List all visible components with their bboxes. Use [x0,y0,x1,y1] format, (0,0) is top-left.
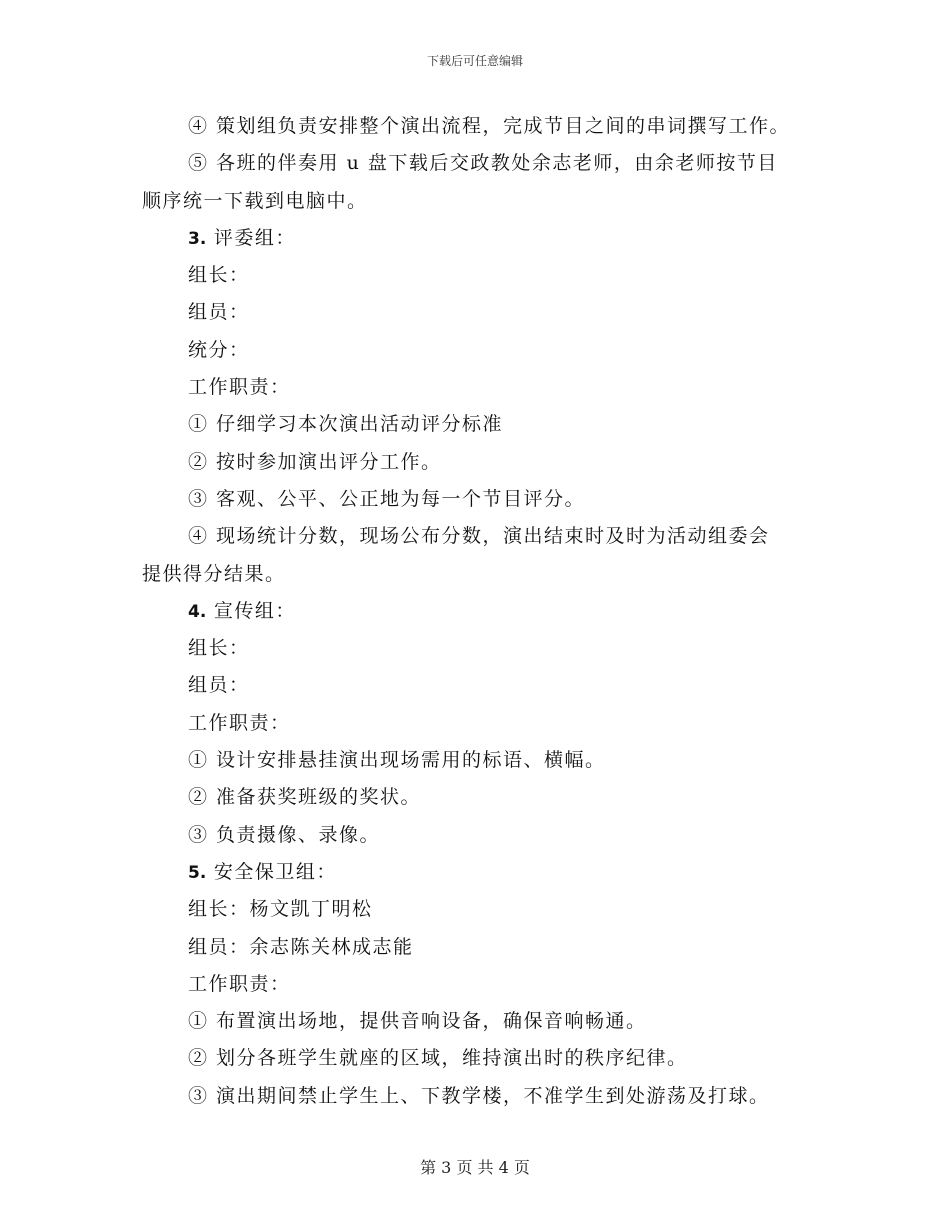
paragraph-planning-duty-4: ④ 策划组负责安排整个演出流程，完成节目之间的串词撰写工作。 [188,115,791,137]
security-duty-1: ① 布置演出场地，提供音响设备，确保音响畅通。 [188,1010,647,1033]
section-title: 宣传组： [213,599,296,622]
publicity-leader: 组长： [188,637,250,660]
security-members: 组员：余志陈关林成志能 [188,935,414,958]
paragraph-planning-duty-5-cont: 顺序统一下载到电脑中。 [142,189,368,212]
publicity-members: 组员： [188,674,250,697]
judges-duty-1: ① 仔细学习本次演出活动评分标准 [188,413,504,436]
section-heading-security [142,854,810,891]
section-heading-publicity [142,593,810,630]
section-number: 5. [188,862,207,883]
judges-duty-3: ③ 客观、公平、公正地为每一个节目评分。 [188,487,586,510]
security-duty-3: ③ 演出期间禁止学生上、下教学楼，不准学生到处游荡及打球。 [188,1084,770,1107]
publicity-duty-2: ② 准备获奖班级的奖状。 [188,786,422,809]
judges-members: 组员： [188,301,250,324]
security-duty-2: ② 划分各班学生就座的区域，维持演出时的秩序纪律。 [188,1047,688,1070]
judges-duty-label: 工作职责： [188,376,291,399]
judges-scorer: 统分： [188,338,250,361]
section-number: 4. [188,601,207,622]
section-heading-judges [142,220,810,257]
document-body [142,108,810,1115]
publicity-duty-1: ① 设计安排悬挂演出现场需用的标语、横幅。 [188,749,606,772]
judges-leader: 组长： [188,264,250,287]
page-header: 下载后可任意编辑 [426,54,523,68]
section-number: 3. [188,228,207,249]
security-leader: 组长：杨文凯丁明松 [188,898,373,921]
page-footer: 第 3 页 共 4 页 [420,1158,530,1177]
publicity-duty-3: ③ 负责摄像、录像。 [188,823,381,846]
section-title: 安全保卫组： [213,860,337,883]
judges-duty-2: ② 按时参加演出评分工作。 [188,450,442,473]
judges-duty-4: ④ 现场统计分数，现场公布分数，演出结束时及时为活动组委会 [188,525,770,548]
section-title: 评委组： [213,226,296,249]
judges-duty-4-cont: 提供得分结果。 [142,562,286,585]
publicity-duty-label: 工作职责： [188,711,291,734]
security-duty-label: 工作职责： [188,972,291,995]
paragraph-planning-duty-5: ⑤ 各班的伴奏用 u 盘下载后交政教处余志老师，由余老师按节目 [188,152,778,175]
